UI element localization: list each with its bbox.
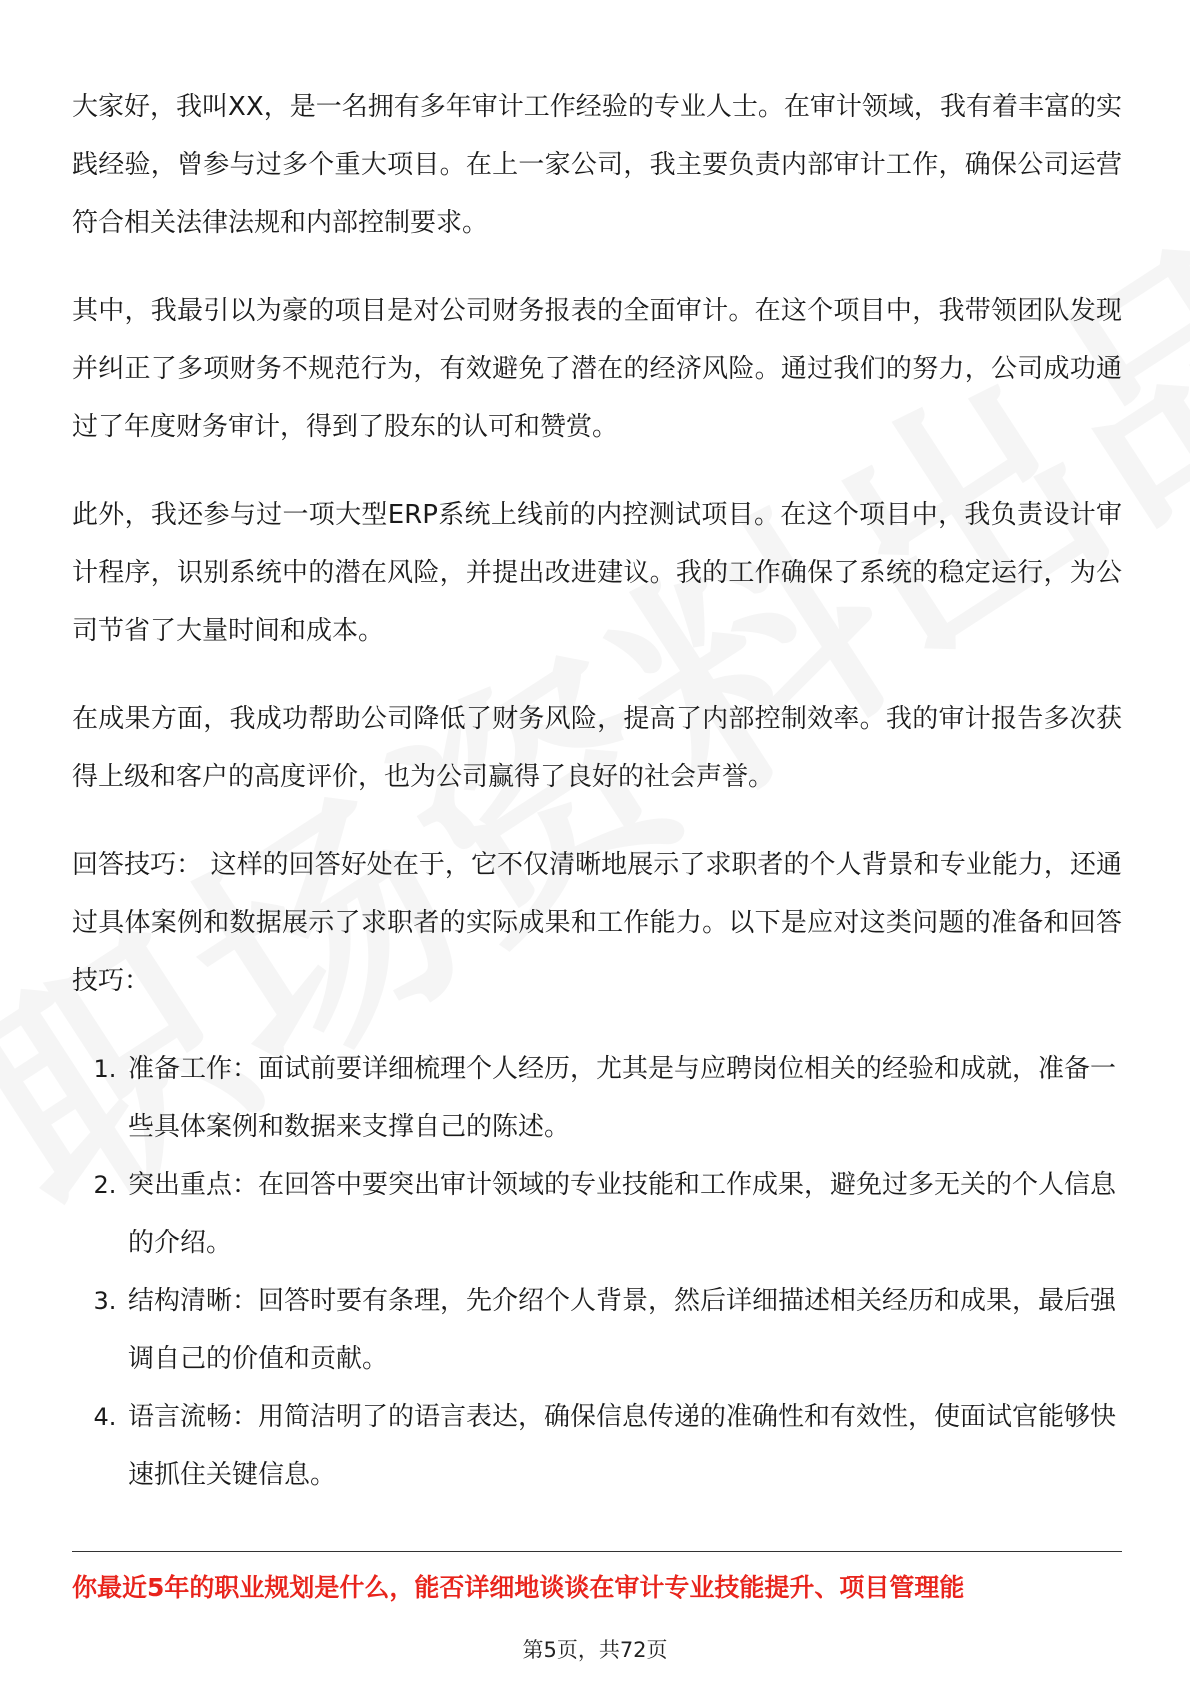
tips-list [72,1040,1122,1504]
tip-item-structure: 3. 结构清晰：回答时要有条理，先介绍个人背景，然后详细描述相关经历和成果，最后强调自己的价值和贡献。 [124,1272,1122,1388]
paragraph-intro: 大家好，我叫XX，是一名拥有多年审计工作经验的专业人士。在审计领域，我有着丰富的实践经验，曾参与过多个重大项目。在上一家公司，我主要负责内部审计工作，确保公司运营符合相关法律法规和内部控制要求。 [72,92,1122,238]
document-body [72,78,1122,1504]
paragraph-answer-tips: 回答技巧： 这样的回答好处在于，它不仅清晰地展示了求职者的个人背景和专业能力，还通过具体案例和数据展示了求职者的实际成果和工作能力。以下是应对这类问题的准备和回答技巧： [72,850,1122,996]
tip-item-fluency: 4. 语言流畅：用简洁明了的语言表达，确保信息传递的准确性和有效性，使面试官能够快速抓住关键信息。 [124,1388,1122,1504]
page-number-footer: 第5页，共72页 [522,1638,668,1662]
tip-item-highlight: 2. 突出重点：在回答中要突出审计领域的专业技能和工作成果，避免过多无关的个人信息的介绍。 [124,1156,1122,1272]
paragraph-project-audit: 其中，我最引以为豪的项目是对公司财务报表的全面审计。在这个项目中，我带领团队发现并纠正了多项财务不规范行为，有效避免了潜在的经济风险。通过我们的努力，公司成功通过了年度财务审计，得到了股东的认可和赞赏。 [72,296,1122,442]
paragraph-results: 在成果方面，我成功帮助公司降低了财务风险，提高了内部控制效率。我的审计报告多次获得上级和客户的高度评价，也为公司赢得了良好的社会声誉。 [72,704,1122,792]
section-divider [72,1551,1122,1552]
tip-item-preparation: 1. 准备工作：面试前要详细梳理个人经历，尤其是与应聘岗位相关的经验和成就，准备一些具体案例和数据来支撑自己的陈述。 [124,1040,1122,1156]
paragraph-erp-project: 此外，我还参与过一项大型ERP系统上线前的内控测试项目。在这个项目中，我负责设计审计程序，识别系统中的潜在风险，并提出改进建议。我的工作确保了系统的稳定运行，为公司节省了大量时间和成本。 [72,500,1122,646]
next-question-heading: 你最近5年的职业规划是什么，能否详细地谈谈在审计专业技能提升、项目管理能 [72,1573,965,1602]
